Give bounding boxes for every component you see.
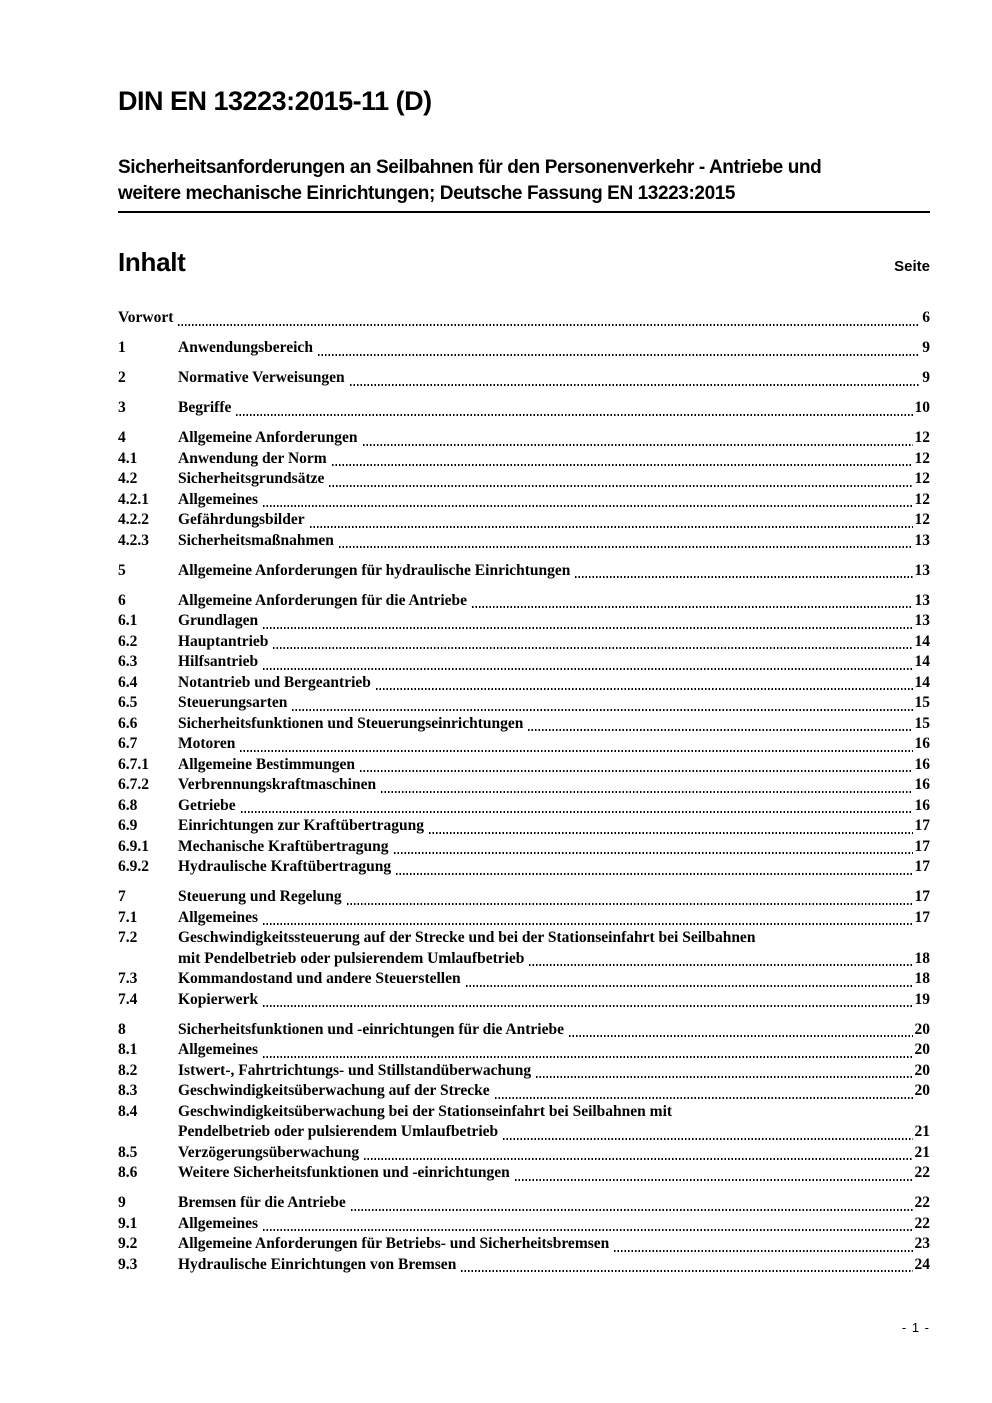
document-number-heading: DIN EN 13223:2015-11 (D) (118, 86, 432, 116)
toc-entry-label: Verzögerungsüberwachung (178, 1143, 360, 1161)
page-column-label: Seite (894, 258, 930, 275)
toc-entry-page: 18 (914, 949, 930, 967)
toc-entry-label: Grundlagen (178, 612, 259, 629)
toc-entry-page: 12 (914, 470, 930, 487)
toc-leader-dots (570, 561, 914, 582)
toc-entry-page: 18 (914, 970, 930, 987)
toc-entry-page: 22 (914, 1214, 930, 1232)
toc-entry-label: Sicherheitsmaßnahmen (178, 531, 334, 549)
toc-entry-label: mit Pendelbetrieb oder pulsierendem Umlaufbetrieb (178, 949, 525, 967)
toc-entry-number: 6.1 (118, 612, 138, 629)
toc-entry (118, 796, 930, 817)
toc-entry-number: 8.4 (118, 1102, 138, 1120)
toc-entry-page: 13 (914, 612, 930, 629)
footer-page-number: - 1 - (901, 1320, 930, 1335)
toc-leader-dots (334, 531, 915, 552)
toc-entry-number: 1 (118, 339, 126, 356)
toc-entry-label: Allgemeine Anforderungen für die Antriebe (178, 591, 468, 609)
toc-entry (118, 908, 930, 929)
toc-entry-page: 20 (914, 1041, 930, 1058)
toc-entry (118, 714, 930, 735)
toc-entry-page: 16 (914, 776, 930, 793)
toc-entry-page: 10 (914, 399, 930, 416)
toc-leader-dots (258, 908, 914, 929)
toc-entry (118, 308, 930, 329)
toc-entry-label: Weitere Sicherheitsfunktionen und -einrichtungen (178, 1164, 510, 1181)
toc-leader-dots (342, 887, 915, 908)
toc-leader-dots (268, 632, 914, 653)
toc-leader-dots (564, 1020, 915, 1041)
toc-entry-number: 7.1 (118, 908, 138, 926)
toc-entry-label: Geschwindigkeitsüberwachung bei der Stationseinfahrt bei Seilbahnen mit (178, 1102, 673, 1120)
toc-entry (118, 673, 930, 694)
toc-entry-label: Einrichtungen zur Kraftübertragung (178, 817, 424, 834)
toc-leader-dots (324, 469, 914, 490)
toc-entry (118, 816, 930, 837)
toc-entry (118, 469, 930, 490)
toc-entry-number: 7.3 (118, 970, 138, 987)
toc-entry-number: 8.1 (118, 1041, 138, 1058)
toc-leader-dots (359, 1143, 914, 1164)
toc-entry-page: 19 (914, 990, 930, 1008)
toc-entry-page: 16 (914, 755, 930, 773)
toc-entry-number: 4 (118, 429, 126, 446)
toc-leader-dots (358, 428, 915, 449)
toc-entry-page: 6 (922, 309, 930, 326)
toc-entry-number: 4.2.2 (118, 511, 149, 528)
toc-leader-dots (236, 796, 915, 817)
toc-leader-dots (524, 949, 914, 970)
toc-entry (118, 928, 930, 969)
toc-entry-number: 8.5 (118, 1143, 138, 1161)
toc-entry-label: Kopierwerk (178, 990, 259, 1008)
toc-leader-dots (355, 755, 915, 776)
toc-entry-label: Geschwindigkeitssteuerung auf der Strecke und bei der Stationseinfahrt bei Seilbahnen (178, 929, 756, 946)
toc-entry (118, 591, 930, 612)
toc-leader-dots (371, 673, 915, 694)
toc-leader-dots (313, 338, 922, 359)
toc-leader-dots (231, 398, 914, 419)
toc-entry-label: Hauptantrieb (178, 632, 269, 650)
toc-entry-page: 20 (914, 1082, 930, 1099)
toc-entry-page: 16 (914, 735, 930, 752)
toc-entry-label: Vorwort (118, 309, 174, 326)
toc-entry-number: 4.2 (118, 470, 138, 487)
toc-entry-label: Verbrennungskraftmaschinen (178, 776, 377, 793)
toc-entry-page: 12 (914, 511, 930, 528)
toc-entry (118, 1255, 930, 1276)
toc-entry-label: Allgemeine Anforderungen für hydraulische Einrichtungen (178, 561, 571, 579)
toc-entry-number: 8.6 (118, 1164, 138, 1181)
toc-entry (118, 490, 930, 511)
toc-entry-number: 6.3 (118, 653, 138, 670)
toc-entry-label: Istwert-, Fahrtrichtungs- und Stillstandüberwachung (178, 1061, 532, 1079)
toc-entry (118, 510, 930, 531)
toc-entry-label: Pendelbetrieb oder pulsierendem Umlaufbetrieb (178, 1123, 499, 1140)
toc-entry-number: 6.7.1 (118, 755, 149, 773)
toc-entry (118, 969, 930, 990)
toc-leader-dots (389, 837, 915, 858)
title-divider-rule (118, 211, 930, 213)
toc-entry (118, 449, 930, 470)
toc-entry-number: 6.9.1 (118, 837, 149, 855)
toc-entry-label: Hydraulische Kraftübertragung (178, 858, 392, 875)
toc-leader-dots (376, 775, 914, 796)
toc-leader-dots (287, 693, 914, 714)
toc-entry (118, 611, 930, 632)
toc-entry-number: 8 (118, 1020, 126, 1038)
toc-leader-dots (490, 1081, 915, 1102)
toc-entry-label: Notantrieb und Bergeantrieb (178, 673, 371, 691)
toc-entry-label: Mechanische Kraftübertragung (178, 837, 389, 855)
toc-entry-page: 14 (914, 632, 930, 650)
toc-entry (118, 837, 930, 858)
toc-leader-dots (345, 368, 923, 389)
toc-entry (118, 1040, 930, 1061)
toc-entry-page: 22 (914, 1194, 930, 1211)
toc-entry-page: 22 (914, 1164, 930, 1181)
toc-entry-label: Steuerungsarten (178, 694, 288, 711)
document-title (118, 155, 930, 207)
toc-leader-dots (346, 1193, 915, 1214)
toc-entry-page: 14 (914, 673, 930, 691)
toc-leader-dots (531, 1061, 914, 1082)
toc-entry (118, 734, 930, 755)
toc-entry-page: 16 (914, 796, 930, 814)
toc-entry-page: 12 (914, 449, 930, 467)
toc-entry (118, 1020, 930, 1041)
toc-entry-page: 9 (922, 339, 930, 356)
toc-entry-number: 9.1 (118, 1214, 138, 1232)
toc-entry-label: Steuerung und Regelung (178, 888, 342, 905)
toc-entry-page: 24 (914, 1255, 930, 1273)
toc-entry-label: Allgemeine Anforderungen (178, 429, 358, 446)
toc-entry-number: 3 (118, 399, 126, 416)
toc-entry (118, 755, 930, 776)
toc-entry (118, 1163, 930, 1184)
toc-entry-label: Anwendung der Norm (178, 449, 327, 467)
toc-entry (118, 338, 930, 359)
toc-entry-label: Allgemeine Bestimmungen (178, 755, 355, 773)
toc-entry-label: Kommandostand und andere Steuerstellen (178, 970, 461, 987)
toc-entry-label: Allgemeines (178, 1214, 259, 1232)
toc-entry (118, 632, 930, 653)
toc-leader-dots (424, 816, 915, 837)
toc-entry-number: 9.2 (118, 1235, 138, 1252)
toc-entry (118, 990, 930, 1011)
toc-leader-dots (456, 1255, 914, 1276)
toc-entry-label: Bremsen für die Antriebe (178, 1194, 346, 1211)
toc-entry-label: Normative Verweisungen (178, 369, 345, 386)
toc-entry-label: Getriebe (178, 796, 236, 814)
toc-entry-number: 6.7.2 (118, 776, 149, 793)
toc-entry-page: 21 (914, 1123, 930, 1140)
toc-entry-label: Anwendungsbereich (178, 339, 313, 356)
toc-entry (118, 561, 930, 582)
toc-entry-page: 12 (914, 490, 930, 508)
toc-entry-number: 9.3 (118, 1255, 138, 1273)
toc-entry (118, 1061, 930, 1082)
toc-entry (118, 857, 930, 878)
toc-entry-number: 6.4 (118, 673, 138, 691)
toc-entry-number: 6.7 (118, 735, 138, 752)
toc-entry-page: 17 (914, 908, 930, 926)
toc-entry-label: Allgemeines (178, 490, 259, 508)
toc-entry (118, 1193, 930, 1214)
toc-entry-number: 6.8 (118, 796, 138, 814)
toc-entry-label: Geschwindigkeitsüberwachung auf der Strecke (178, 1082, 490, 1099)
document-title-line-2: weitere mechanische Einrichtungen; Deutsche Fassung EN 13223:2015 (118, 183, 736, 204)
toc-entry-page: 14 (914, 653, 930, 670)
toc-entry-page: 17 (914, 888, 930, 905)
toc-entry-label: Motoren (178, 735, 236, 752)
toc-entry-page: 21 (914, 1143, 930, 1161)
toc-leader-dots (258, 490, 914, 511)
toc-entry (118, 693, 930, 714)
toc-entry-number: 4.2.1 (118, 490, 149, 508)
toc-entry-label: Allgemeine Anforderungen für Betriebs- und Sicherheitsbremsen (178, 1235, 610, 1252)
toc-leader-dots (609, 1234, 914, 1255)
toc-entry-number: 8.2 (118, 1061, 138, 1079)
document-title-line-1: Sicherheitsanforderungen an Seilbahnen für den Personenverkehr - Antriebe und (118, 157, 822, 178)
toc-entry-page: 12 (914, 429, 930, 446)
toc-leader-dots (258, 611, 914, 632)
toc-entry-page: 17 (914, 817, 930, 834)
toc-entry (118, 1214, 930, 1235)
toc-leader-dots (258, 990, 914, 1011)
toc-entry (118, 531, 930, 552)
toc-entry-page: 20 (914, 1061, 930, 1079)
toc-leader-dots (305, 510, 915, 531)
toc-entry-label: Sicherheitsgrundsätze (178, 470, 325, 487)
toc-leader-dots (498, 1122, 914, 1143)
toc-entry-number: 7.2 (118, 929, 138, 946)
toc-leader-dots (258, 1040, 914, 1061)
toc-entry-page: 13 (914, 561, 930, 579)
toc-entry-label: Hydraulische Einrichtungen von Bremsen (178, 1255, 457, 1273)
toc-entry-label: Allgemeines (178, 908, 259, 926)
toc-entry-label: Hilfsantrieb (178, 653, 259, 670)
toc-leader-dots (461, 969, 915, 990)
page-content (118, 0, 930, 1275)
toc-entry-page: 17 (914, 858, 930, 875)
toc-entry-number: 6.2 (118, 632, 138, 650)
toc-leader-dots (235, 734, 914, 755)
toc-leader-dots (467, 591, 914, 612)
toc-entry-label: Sicherheitsfunktionen und -einrichtungen für die Antriebe (178, 1020, 564, 1038)
toc-leader-dots (510, 1163, 915, 1184)
toc-entry-label: Gefährdungsbilder (178, 511, 305, 528)
toc-leader-dots (258, 652, 914, 673)
toc-entry-number: 6.6 (118, 714, 138, 732)
toc-entry (118, 1143, 930, 1164)
toc-entry (118, 887, 930, 908)
toc-leader-dots (523, 714, 914, 735)
toc-entry-number: 9 (118, 1194, 126, 1211)
toc-entry (118, 1234, 930, 1255)
toc-entry (118, 428, 930, 449)
toc-entry-label: Sicherheitsfunktionen und Steuerungseinrichtungen (178, 714, 524, 732)
toc-entry-number: 6.9 (118, 817, 138, 834)
toc-entry-number: 6.5 (118, 694, 138, 711)
toc-entry-page: 13 (914, 591, 930, 609)
toc-entry-page: 9 (922, 369, 930, 386)
toc-entry (118, 1102, 930, 1143)
toc-entry-number: 2 (118, 369, 126, 386)
toc-entry (118, 652, 930, 673)
toc-entry-page: 15 (914, 714, 930, 732)
toc-leader-dots (391, 857, 914, 878)
toc-entry-number: 4.1 (118, 449, 138, 467)
toc-entry-number: 6.9.2 (118, 858, 149, 875)
toc-entry (118, 775, 930, 796)
contents-header-row (118, 247, 930, 278)
toc-entry-page: 20 (914, 1020, 930, 1038)
toc-leader-dots (258, 1214, 914, 1235)
toc-entry-label: Allgemeines (178, 1041, 259, 1058)
toc-entry-number: 7.4 (118, 990, 138, 1008)
toc-entry-page: 13 (914, 531, 930, 549)
table-of-contents (118, 308, 930, 1275)
toc-entry-number: 4.2.3 (118, 531, 149, 549)
toc-entry-page: 15 (914, 694, 930, 711)
contents-heading: Inhalt (118, 247, 186, 277)
toc-leader-dots (173, 308, 922, 329)
toc-entry-page: 17 (914, 837, 930, 855)
toc-leader-dots (327, 449, 915, 470)
toc-entry-number: 7 (118, 888, 126, 905)
toc-entry-number: 6 (118, 591, 126, 609)
toc-entry (118, 1081, 930, 1102)
toc-entry-number: 5 (118, 561, 126, 579)
toc-entry (118, 398, 930, 419)
toc-entry-label: Begriffe (178, 399, 232, 416)
toc-entry-page: 23 (914, 1235, 930, 1252)
toc-entry (118, 368, 930, 389)
toc-entry-number: 8.3 (118, 1082, 138, 1099)
